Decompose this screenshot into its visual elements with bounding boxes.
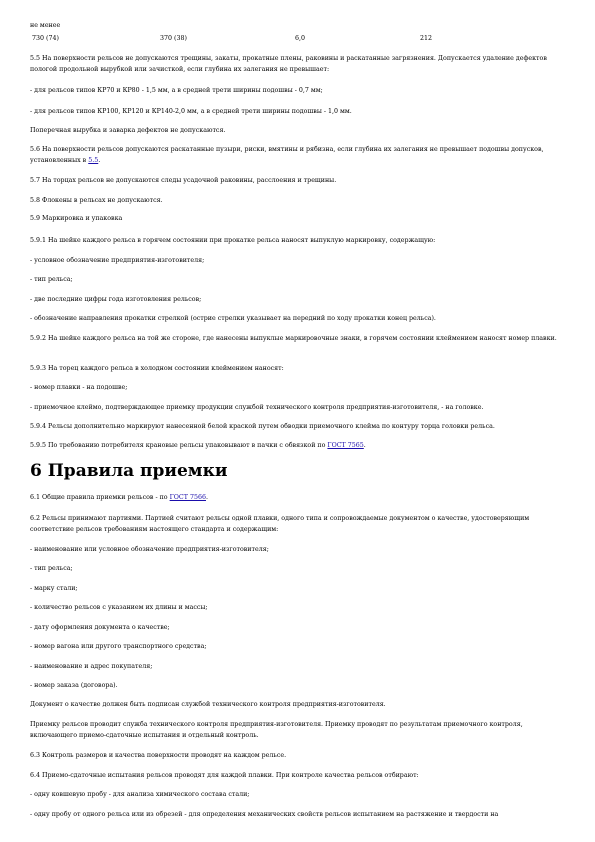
paragraph-text: 6.1 Общие правила приемки рельсов - по	[30, 494, 170, 501]
table-cell: 370 (38)	[160, 35, 187, 42]
paragraph-5-9-2: 5.9.2 На шейке каждого рельса на той же стороне, где нанесены выпуклые маркировочные знаки, в горячем состоянии клеймением наносят номер плавки.	[30, 335, 557, 342]
section-6-heading: 6 Правила приемки	[30, 461, 228, 481]
list-item: - номер заказа (договора).	[30, 682, 118, 689]
paragraph-5-5: 5.5 На поверхности рельсов не допускаются трещины, закаты, прокатные плены, раковины и раскатанные загрязнения. Допускается удаление дефектов пологой продольной вырубкой или зачисткой, если глубина их залегания не превышает:	[30, 55, 547, 73]
link-gost-7565[interactable]: ГОСТ 7565	[327, 442, 364, 449]
paragraph-text: .	[205, 494, 208, 501]
table-cell: 730 (74)	[32, 35, 59, 42]
list-item: - тип рельса;	[30, 276, 73, 283]
paragraph: Документ о качестве должен быть подписан службой технического контроля предприятия-изготовителя.	[30, 701, 386, 708]
list-item: - тип рельса;	[30, 565, 73, 572]
paragraph-6-2: 6.2 Рельсы принимают партиями. Партией считают рельсы одной плавки, одного типа и сопровождаемые документом о качестве, удостоверяющим соответствие рельсов требованиям настоящего стандарта и содержащим:	[30, 515, 530, 533]
table-tail-label: не менее	[30, 22, 61, 29]
list-item: - для рельсов типов КР70 и КР80 - 1,5 мм, а в средней трети ширины подошвы - 0,7 мм;	[30, 87, 323, 94]
list-item: - наименование или условное обозначение предприятия-изготовителя;	[30, 546, 269, 553]
paragraph-5-7: 5.7 На торцах рельсов не допускаются следы усадочной раковины, расслоения и трещины.	[30, 177, 337, 184]
table-cell: 212	[420, 35, 433, 42]
table-cell: 6,0	[295, 35, 306, 42]
paragraph-5-6	[30, 145, 570, 166]
table-row	[30, 35, 570, 45]
paragraph-5-9-5	[30, 441, 570, 452]
list-item: - одну пробу от одного рельса или из обрезей - для определения механических свойств рельсов испытанием на растяжение и твердости на	[30, 811, 499, 818]
paragraph-6-4: 6.4 Приемо-сдаточные испытания рельсов проводят для каждой плавки. При контроле качества рельсов отбирают:	[30, 772, 419, 779]
paragraph-text: 5.6 На поверхности рельсов допускаются раскатанные пузыри, риски, вмятины и рябизна, если глубина их залегания не превышает подошвы допусков, установленных в	[30, 146, 544, 164]
paragraph-5-9-1: 5.9.1 На шейке каждого рельса в горячем состоянии при прокатке рельса наносят выпуклую маркировку, содержащую:	[30, 237, 436, 244]
list-item: - приемочное клеймо, подтверждающее приемку продукции службой технического контроля предприятия-изготовителя, - на головке.	[30, 404, 484, 411]
list-item: - количество рельсов с указанием их длины и массы;	[30, 604, 208, 611]
list-item: - дату оформления документа о качестве;	[30, 624, 170, 631]
subheading-5-9: 5.9 Маркировка и упаковка	[30, 215, 123, 222]
paragraph-6-1	[30, 493, 570, 504]
paragraph-text: .	[363, 442, 366, 449]
paragraph: Поперечная вырубка и заварка дефектов не допускаются.	[30, 127, 226, 134]
paragraph-text: .	[98, 156, 101, 164]
list-item: - номер плавки - на подошве;	[30, 384, 128, 391]
paragraph-6-3: 6.3 Контроль размеров и качества поверхности проводят на каждом рельсе.	[30, 752, 287, 759]
list-item: - две последние цифры года изготовления рельсов;	[30, 296, 202, 303]
list-item: - обозначение направления прокатки стрелкой (острие стрелки указывает на передний по ходу прокатки конец рельса).	[30, 315, 436, 322]
link-5-5[interactable]: 5.5	[88, 156, 99, 164]
list-item: - номер вагона или другого транспортного средства;	[30, 643, 207, 650]
paragraph-5-8: 5.8 Флокены в рельсах не допускаются.	[30, 197, 163, 204]
list-item: - для рельсов типов КР100, КР120 и КР140-2,0 мм, а в средней трети ширины подошвы - 1,0 мм.	[30, 108, 352, 115]
paragraph: Приемку рельсов проводит служба технического контроля предприятия-изготовителя. Приемку проводят по результатам приемочного контроля, включающего приемо-сдаточные испытания и отдельный контроль.	[30, 721, 523, 739]
link-gost-7566[interactable]: ГОСТ 7566	[169, 494, 206, 501]
list-item: - условное обозначение предприятия-изготовителя;	[30, 257, 205, 264]
paragraph-5-9-3: 5.9.3 На торец каждого рельса в холодном состоянии клеймением наносят:	[30, 365, 284, 372]
paragraph-5-9-4: 5.9.4 Рельсы дополнительно маркируют нанесенной белой краской путем обводки приемочного клейма по контуру торца головки рельса.	[30, 423, 495, 430]
list-item: - марку стали;	[30, 585, 78, 592]
paragraph-text: 5.9.5 По требованию потребителя крановые рельсы упаковывают в пачки с обвязкой по	[30, 442, 328, 449]
list-item: - одну ковшевую пробу - для анализа химического состава стали;	[30, 791, 250, 798]
list-item: - наименование и адрес покупателя;	[30, 663, 153, 670]
